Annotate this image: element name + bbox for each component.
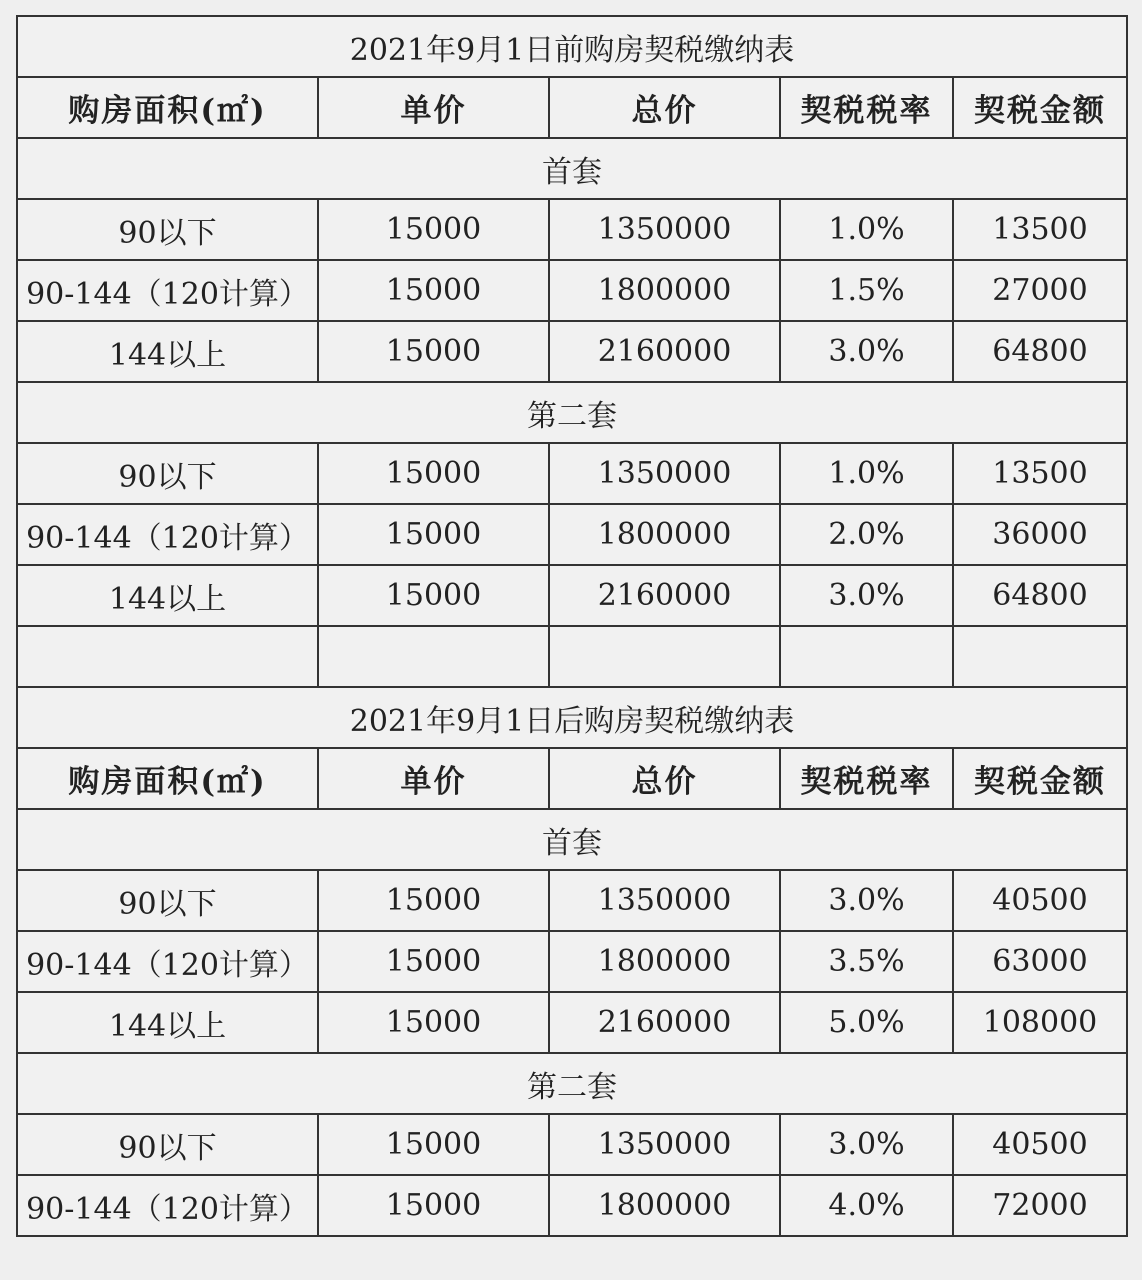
table-title: 2021年9月1日后购房契税缴纳表 <box>17 687 1127 748</box>
tax-amount-cell: 72000 <box>953 1175 1127 1236</box>
empty-cell <box>953 626 1127 687</box>
column-header: 购房面积(㎡) <box>17 748 318 809</box>
tax-rate-cell: 2.0% <box>780 504 953 565</box>
area-cell: 90以下 <box>17 199 318 260</box>
total-price-cell: 1350000 <box>549 199 780 260</box>
header-row <box>17 748 1127 809</box>
area-cell: 90以下 <box>17 443 318 504</box>
tax-amount-cell: 27000 <box>953 260 1127 321</box>
tax-amount-cell: 13500 <box>953 443 1127 504</box>
table-row <box>17 199 1127 260</box>
unit-price-cell: 15000 <box>318 1114 549 1175</box>
tax-amount-cell: 63000 <box>953 931 1127 992</box>
total-price-cell: 1350000 <box>549 870 780 931</box>
area-cell: 144以上 <box>17 565 318 626</box>
section-label: 第二套 <box>17 382 1127 443</box>
unit-price-cell: 15000 <box>318 321 549 382</box>
table-row <box>17 504 1127 565</box>
tax-rate-cell: 3.0% <box>780 565 953 626</box>
section-row <box>17 138 1127 199</box>
column-header: 契税金额 <box>953 748 1127 809</box>
section-label: 首套 <box>17 809 1127 870</box>
table-row <box>17 870 1127 931</box>
unit-price-cell: 15000 <box>318 260 549 321</box>
column-header: 总价 <box>549 748 780 809</box>
tax-amount-cell: 64800 <box>953 565 1127 626</box>
area-cell: 90以下 <box>17 1114 318 1175</box>
table-title-row <box>17 687 1127 748</box>
area-cell: 90-144（120计算） <box>17 504 318 565</box>
table-row <box>17 931 1127 992</box>
header-row <box>17 77 1127 138</box>
area-cell: 144以上 <box>17 992 318 1053</box>
area-cell: 90-144（120计算） <box>17 260 318 321</box>
area-cell: 90-144（120计算） <box>17 1175 318 1236</box>
column-header: 契税金额 <box>953 77 1127 138</box>
area-cell: 90以下 <box>17 870 318 931</box>
total-price-cell: 2160000 <box>549 565 780 626</box>
total-price-cell: 1800000 <box>549 504 780 565</box>
tax-amount-cell: 40500 <box>953 870 1127 931</box>
tax-rate-cell: 4.0% <box>780 1175 953 1236</box>
column-header: 购房面积(㎡) <box>17 77 318 138</box>
tax-rate-cell: 3.0% <box>780 870 953 931</box>
unit-price-cell: 15000 <box>318 443 549 504</box>
column-header: 契税税率 <box>780 748 953 809</box>
table-row <box>17 565 1127 626</box>
tax-rate-cell: 3.5% <box>780 931 953 992</box>
empty-row <box>17 626 1127 687</box>
unit-price-cell: 15000 <box>318 1175 549 1236</box>
total-price-cell: 1800000 <box>549 260 780 321</box>
unit-price-cell: 15000 <box>318 931 549 992</box>
section-row <box>17 1053 1127 1114</box>
total-price-cell: 1350000 <box>549 443 780 504</box>
total-price-cell: 1800000 <box>549 1175 780 1236</box>
tax-rate-cell: 1.5% <box>780 260 953 321</box>
section-label: 首套 <box>17 138 1127 199</box>
column-header: 单价 <box>318 748 549 809</box>
tax-amount-cell: 108000 <box>953 992 1127 1053</box>
table-row <box>17 1114 1127 1175</box>
table-row <box>17 321 1127 382</box>
column-header: 总价 <box>549 77 780 138</box>
unit-price-cell: 15000 <box>318 565 549 626</box>
tax-rate-cell: 1.0% <box>780 199 953 260</box>
empty-cell <box>780 626 953 687</box>
empty-cell <box>17 626 318 687</box>
unit-price-cell: 15000 <box>318 504 549 565</box>
area-cell: 144以上 <box>17 321 318 382</box>
table-title: 2021年9月1日前购房契税缴纳表 <box>17 16 1127 77</box>
tax-rate-cell: 1.0% <box>780 443 953 504</box>
tax-rate-cell: 3.0% <box>780 321 953 382</box>
area-cell: 90-144（120计算） <box>17 931 318 992</box>
tax-amount-cell: 36000 <box>953 504 1127 565</box>
column-header: 契税税率 <box>780 77 953 138</box>
total-price-cell: 2160000 <box>549 321 780 382</box>
unit-price-cell: 15000 <box>318 199 549 260</box>
table-row <box>17 260 1127 321</box>
tax-amount-cell: 40500 <box>953 1114 1127 1175</box>
unit-price-cell: 15000 <box>318 870 549 931</box>
section-label: 第二套 <box>17 1053 1127 1114</box>
table-row <box>17 992 1127 1053</box>
tax-rate-cell: 3.0% <box>780 1114 953 1175</box>
total-price-cell: 1350000 <box>549 1114 780 1175</box>
unit-price-cell: 15000 <box>318 992 549 1053</box>
empty-cell <box>549 626 780 687</box>
table-row <box>17 1175 1127 1236</box>
section-row <box>17 382 1127 443</box>
table-row <box>17 443 1127 504</box>
total-price-cell: 1800000 <box>549 931 780 992</box>
tax-amount-cell: 64800 <box>953 321 1127 382</box>
tax-amount-cell: 13500 <box>953 199 1127 260</box>
column-header: 单价 <box>318 77 549 138</box>
table-title-row <box>17 16 1127 77</box>
tax-tables <box>16 15 1128 1237</box>
empty-cell <box>318 626 549 687</box>
tax-rate-cell: 5.0% <box>780 992 953 1053</box>
section-row <box>17 809 1127 870</box>
total-price-cell: 2160000 <box>549 992 780 1053</box>
